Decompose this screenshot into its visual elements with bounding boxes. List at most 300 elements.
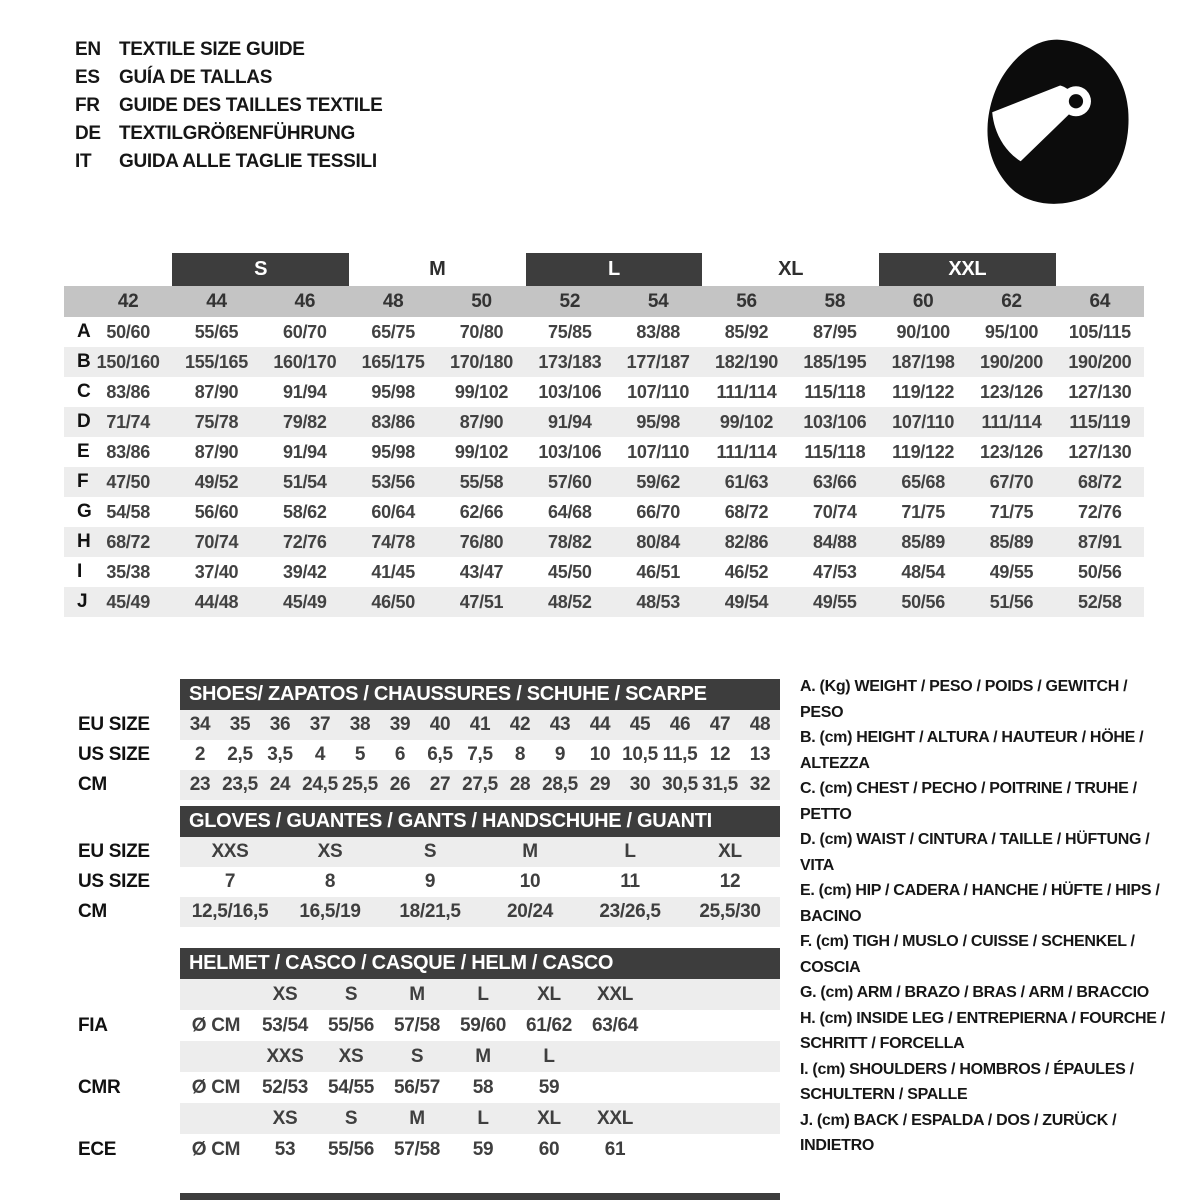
helmet-size-cell: S	[410, 1045, 424, 1067]
size-cell: 111/114	[716, 442, 777, 462]
size-cell: 111/114	[981, 412, 1042, 432]
size-cell: 50/56	[1078, 562, 1122, 582]
size-cell: 45/49	[106, 592, 150, 612]
shoes-cell: 45	[629, 714, 651, 735]
size-cell: 68/72	[106, 532, 150, 552]
size-cell: 119/122	[892, 442, 955, 462]
helmet-size-cell: M	[409, 983, 425, 1005]
numeric-size-44: 44	[206, 291, 227, 312]
shoes-section-header: SHOES/ ZAPATOS / CHAUSSURES / SCHUHE / SCARPE	[180, 679, 780, 710]
helmet-size-cell: XS	[338, 1045, 364, 1067]
legend-item: H. (cm) INSIDE LEG / ENTREPIERNA / FOURCHE / SCHRITT / FORCELLA	[800, 1009, 1165, 1052]
size-row-d	[64, 407, 1144, 437]
shoes-row-label: EU SIZE	[78, 714, 150, 735]
gloves-cell: 16,5/19	[299, 901, 361, 922]
gloves-row	[180, 867, 780, 897]
gloves-cell: 20/24	[506, 901, 554, 922]
gloves-cell: XXS	[211, 841, 249, 862]
size-cell: 80/84	[636, 532, 680, 552]
helmet-unit-cell: Ø CM	[191, 1076, 241, 1098]
numeric-size-58: 58	[824, 291, 846, 312]
helmet-value-cell: 60	[538, 1138, 560, 1160]
row-values	[84, 347, 1144, 377]
shoes-cell: 8	[514, 744, 526, 765]
measurement-legend	[800, 674, 1168, 1159]
size-cell: 150/160	[96, 352, 160, 372]
shoes-cell: 3,5	[267, 744, 293, 765]
shoes-cell: 31,5	[702, 774, 738, 795]
size-cell: 52/58	[1078, 592, 1122, 612]
numeric-size-46: 46	[294, 291, 316, 312]
gloves-cell: 7	[224, 871, 236, 892]
size-cell: 45/49	[283, 592, 327, 612]
legend-item: C. (cm) CHEST / PECHO / POITRINE / TRUHE / PETTO	[800, 780, 1137, 823]
gloves-cell: 25,5/30	[699, 901, 761, 922]
helmet-value-cell: 59/60	[459, 1014, 507, 1036]
letter-size-l: L	[526, 253, 703, 286]
size-cell: 82/86	[724, 532, 769, 552]
shoes-cell: 25,5	[342, 774, 378, 795]
size-row-i	[64, 557, 1144, 587]
letter-size-xxl: XXL	[879, 253, 1056, 286]
shoes-row-label: CM	[78, 774, 107, 795]
size-cell: 95/98	[371, 442, 415, 462]
shoes-cell: 28	[509, 774, 531, 795]
shoes-cell: 26	[389, 774, 411, 795]
size-cell: 59/62	[636, 472, 680, 492]
shoes-cell: 6	[394, 744, 406, 765]
shoes-row-grid	[180, 740, 780, 770]
size-cell: 65/75	[371, 322, 415, 342]
legend-item: A. (Kg) WEIGHT / PESO / POIDS / GEWITCH / PESO	[800, 678, 1128, 721]
shoes-cell: 10	[589, 744, 611, 765]
shoes-cell: 32	[749, 774, 771, 795]
size-cell: 95/98	[371, 382, 415, 402]
helmet-value-cell: 53/54	[261, 1014, 309, 1036]
numeric-size-48: 48	[382, 291, 404, 312]
shoes-cell: 24	[269, 774, 291, 795]
size-cell: 127/130	[1068, 382, 1132, 402]
size-cell: 190/200	[980, 352, 1043, 372]
size-cell: 170/180	[450, 352, 513, 372]
size-row-b	[64, 347, 1144, 377]
size-cell: 62/66	[459, 502, 504, 522]
gloves-row-label: CM	[78, 901, 107, 922]
helmet-label-spacer	[78, 1103, 178, 1134]
legend-item: F. (cm) TIGH / MUSLO / CUISSE / SCHENKEL / COSCIA	[800, 933, 1135, 976]
row-letter: I	[77, 561, 82, 582]
helmet-size-cell: XXL	[596, 983, 634, 1005]
size-cell: 44/48	[194, 592, 239, 612]
size-cell: 37/40	[194, 562, 239, 582]
row-letter: D	[77, 411, 91, 432]
size-cell: 75/78	[194, 412, 239, 432]
size-cell: 78/82	[548, 532, 592, 552]
shoes-cell: 11,5	[662, 744, 698, 765]
size-cell: 91/94	[283, 382, 327, 402]
size-cell: 68/72	[724, 502, 769, 522]
language-row	[75, 120, 382, 148]
shoes-table	[180, 710, 780, 800]
size-cell: 103/106	[538, 382, 602, 402]
size-cell: 49/55	[989, 562, 1034, 582]
helmet-size-cell: S	[344, 983, 358, 1005]
shoes-cell: 2,5	[227, 744, 253, 765]
shoes-cell: 44	[589, 714, 611, 735]
language-code: FR	[75, 95, 100, 116]
row-values	[84, 317, 1144, 347]
gloves-cell: XS	[317, 841, 343, 862]
language-titles	[75, 36, 382, 176]
row-letter: A	[77, 321, 91, 342]
size-cell: 48/54	[901, 562, 945, 582]
letter-size-s: S	[172, 253, 349, 286]
gloves-cell: 8	[324, 871, 336, 892]
size-cell: 115/118	[804, 442, 866, 462]
helmet-values-grid	[180, 1134, 780, 1165]
size-cell: 187/198	[891, 352, 955, 372]
helmet-value-cell: 59	[538, 1076, 560, 1098]
size-row-g	[64, 497, 1144, 527]
shoes-row-label: US SIZE	[78, 744, 150, 765]
helmet-value-cell: 61	[604, 1138, 626, 1160]
size-cell: 173/183	[538, 352, 602, 372]
numeric-size-42: 42	[117, 291, 139, 312]
gloves-cell: 18/21,5	[399, 901, 461, 922]
language-row	[75, 64, 382, 92]
size-cell: 190/200	[1068, 352, 1132, 372]
size-cell: 66/70	[636, 502, 680, 522]
helmet-value-cell: 56/57	[393, 1076, 441, 1098]
helmet-unit-cell: Ø CM	[191, 1014, 241, 1036]
helmet-size-cell: XXS	[266, 1045, 304, 1067]
helmet-label-spacer	[78, 979, 178, 1010]
legend-item: G. (cm) ARM / BRAZO / BRAS / ARM / BRACCIO	[800, 984, 1149, 1001]
legend-item: E. (cm) HIP / CADERA / HANCHE / HÜFTE / HIPS / BACINO	[800, 882, 1160, 925]
size-cell: 155/165	[185, 352, 248, 372]
size-cell: 51/56	[989, 592, 1034, 612]
size-cell: 107/110	[627, 382, 690, 402]
shoes-cell: 23	[189, 774, 211, 795]
size-cell: 72/76	[283, 532, 327, 552]
gloves-cell: 9	[424, 871, 436, 892]
helmet-size-cell: XS	[272, 1107, 298, 1129]
shoes-cell: 27	[429, 774, 451, 795]
shoes-cell: 13	[749, 744, 771, 765]
shoes-cell: 30,5	[662, 774, 698, 795]
size-cell: 65/68	[901, 472, 945, 492]
gloves-cell: 12	[719, 871, 741, 892]
numeric-size-56: 56	[736, 291, 757, 312]
helmet-value-cell: 52/53	[261, 1076, 309, 1098]
size-cell: 83/86	[371, 412, 415, 432]
helmet-sizes-grid	[180, 979, 780, 1010]
letter-size-m: M	[429, 258, 446, 280]
size-cell: 95/98	[636, 412, 680, 432]
shoes-cell: 41	[469, 714, 491, 735]
shoes-cell: 7,5	[467, 744, 493, 765]
row-values	[84, 557, 1144, 587]
size-cell: 79/82	[283, 412, 327, 432]
row-letter: G	[77, 501, 92, 522]
size-cell: 84/88	[813, 532, 857, 552]
numeric-size-50: 50	[471, 291, 492, 312]
shoes-cell: 28,5	[542, 774, 578, 795]
helmet-sizes-row	[180, 1103, 780, 1134]
size-cell: 115/118	[804, 382, 866, 402]
size-cell: 45/50	[548, 562, 592, 582]
helmet-value-cell: 54/55	[327, 1076, 375, 1098]
numeric-size-62: 62	[1001, 291, 1022, 312]
size-cell: 49/54	[724, 592, 769, 612]
helmet-value-cell: 63/64	[591, 1014, 639, 1036]
language-title: GUÍA DE TALLAS	[119, 67, 273, 88]
helmet-standard-label: CMR	[78, 1077, 121, 1098]
shoes-cell: 30	[629, 774, 651, 795]
gloves-cell: 12,5/16,5	[191, 901, 269, 922]
helmet-values-grid	[180, 1072, 780, 1103]
size-cell: 49/55	[813, 592, 857, 612]
shoes-cell: 9	[554, 744, 566, 765]
helmet-sizes-row	[180, 1041, 780, 1072]
size-row-f	[64, 467, 1144, 497]
row-letter: J	[77, 591, 88, 612]
helmet-values-row	[180, 1072, 780, 1103]
language-title: TEXTILGRÖßENFÜHRUNG	[119, 123, 356, 144]
numeric-size-52: 52	[559, 291, 581, 312]
size-cell: 70/80	[459, 322, 504, 342]
size-cell: 39/42	[283, 562, 327, 582]
shoes-cell: 48	[749, 714, 771, 735]
shoes-cell: 10,5	[622, 744, 658, 765]
helmet-values-row	[180, 1134, 780, 1165]
size-cell: 55/58	[459, 472, 504, 492]
size-cell: 47/53	[813, 562, 857, 582]
shoes-cell: 29	[589, 774, 611, 795]
gloves-row-grid	[180, 897, 780, 927]
size-cell: 90/100	[896, 322, 950, 342]
size-cell: 87/90	[194, 382, 239, 402]
helmet-size-cell: M	[475, 1045, 491, 1067]
gloves-cell: M	[522, 841, 538, 862]
gloves-cell: 11	[620, 871, 640, 892]
helmet-size-cell: XS	[272, 983, 298, 1005]
size-cell: 107/110	[627, 442, 690, 462]
size-cell: 71/75	[989, 502, 1034, 522]
shoes-cell: 34	[189, 714, 211, 735]
size-cell: 95/100	[984, 322, 1039, 342]
helmet-section-header: HELMET / CASCO / CASQUE / HELM / CASCO	[180, 948, 780, 979]
size-cell: 35/38	[106, 562, 150, 582]
size-cell: 46/50	[371, 592, 415, 612]
size-cell: 182/190	[715, 352, 778, 372]
language-code: DE	[75, 123, 101, 144]
helmet-unit-cell: Ø CM	[191, 1138, 241, 1160]
size-cell: 43/47	[459, 562, 504, 582]
language-title: GUIDE DES TAILLES TEXTILE	[119, 95, 383, 116]
language-title: GUIDA ALLE TAGLIE TESSILI	[119, 151, 377, 172]
letter-size-xl: XL	[778, 258, 804, 280]
shoes-cell: 23,5	[222, 774, 258, 795]
helmet-table	[180, 979, 780, 1165]
shoes-cell: 5	[354, 744, 366, 765]
size-row-e	[64, 437, 1144, 467]
size-cell: 70/74	[194, 532, 239, 552]
size-cell: 103/106	[538, 442, 602, 462]
helmet-icon	[978, 36, 1136, 206]
size-cell: 63/66	[813, 472, 857, 492]
size-row-a	[64, 317, 1144, 347]
size-cell: 185/195	[803, 352, 867, 372]
helmet-value-cell: 57/58	[393, 1014, 441, 1036]
size-cell: 105/115	[1068, 322, 1131, 342]
size-cell: 91/94	[283, 442, 327, 462]
language-code: ES	[75, 67, 100, 88]
size-cell: 83/86	[106, 442, 150, 462]
shoes-cell: 39	[389, 714, 411, 735]
shoes-cell: 36	[269, 714, 291, 735]
size-cell: 57/60	[548, 472, 592, 492]
helmet-sizes-grid	[180, 1041, 780, 1072]
size-cell: 107/110	[892, 412, 955, 432]
helmet-value-cell: 55/56	[327, 1014, 375, 1036]
size-cell: 41/45	[371, 562, 415, 582]
row-letter: F	[77, 471, 89, 492]
helmet-size-cell: L	[543, 1045, 555, 1067]
gloves-row-grid	[180, 867, 780, 897]
helmet-size-cell: L	[477, 983, 489, 1005]
shoes-cell: 27,5	[462, 774, 498, 795]
shoes-row	[180, 770, 780, 800]
shoes-cell: 37	[309, 714, 331, 735]
legend-item: J. (cm) BACK / ESPALDA / DOS / ZURÜCK / INDIETRO	[800, 1111, 1117, 1154]
helmet-size-cell: XL	[537, 983, 561, 1005]
gloves-table	[180, 837, 780, 927]
row-values	[84, 437, 1144, 467]
legend-item: B. (cm) HEIGHT / ALTURA / HAUTEUR / HÖHE / ALTEZZA	[800, 729, 1144, 772]
size-cell: 87/90	[194, 442, 239, 462]
size-row-h	[64, 527, 1144, 557]
row-letter: E	[77, 441, 90, 462]
shoes-cell: 47	[709, 714, 731, 735]
size-cell: 46/51	[636, 562, 680, 582]
size-cell: 71/74	[106, 412, 150, 432]
shoes-cell: 24,5	[302, 774, 338, 795]
size-cell: 53/56	[371, 472, 415, 492]
shoes-cell: 42	[509, 714, 531, 735]
size-cell: 48/52	[548, 592, 592, 612]
size-cell: 99/102	[454, 442, 509, 462]
size-cell: 87/95	[813, 322, 857, 342]
row-values	[84, 497, 1144, 527]
row-values	[84, 377, 1144, 407]
shoes-cell: 6,5	[427, 744, 453, 765]
size-cell: 56/60	[194, 502, 239, 522]
numeric-size-60: 60	[912, 291, 934, 312]
legend-item: D. (cm) WAIST / CINTURA / TAILLE / HÜFTUNG / VITA	[800, 831, 1150, 874]
helmet-size-cell: XXL	[596, 1107, 634, 1129]
size-cell: 99/102	[454, 382, 509, 402]
helmet-size-cell: M	[409, 1107, 425, 1129]
language-row	[75, 36, 382, 64]
size-cell: 61/63	[724, 472, 769, 492]
language-code: EN	[75, 39, 101, 60]
size-cell: 91/94	[548, 412, 592, 432]
helmet-value-cell: 59	[472, 1138, 494, 1160]
size-cell: 51/54	[283, 472, 327, 492]
helmet-values-grid	[180, 1010, 780, 1041]
helmet-value-cell: 58	[472, 1076, 494, 1098]
size-cell: 74/78	[371, 532, 415, 552]
size-cell: 165/175	[361, 352, 425, 372]
size-cell: 55/65	[194, 322, 239, 342]
size-cell: 71/75	[901, 502, 945, 522]
shoes-row	[180, 710, 780, 740]
gloves-row-labels	[78, 837, 178, 927]
shoes-cell: 12	[709, 744, 731, 765]
shoes-row-labels	[78, 710, 178, 800]
language-title: TEXTILE SIZE GUIDE	[119, 39, 305, 60]
gloves-row-label: EU SIZE	[78, 841, 150, 862]
size-cell: 177/187	[626, 352, 690, 372]
size-cell: 127/130	[1068, 442, 1132, 462]
row-letter: H	[77, 531, 91, 552]
helmet-size-cell: S	[344, 1107, 358, 1129]
helmet-value-cell: 61/62	[525, 1014, 573, 1036]
size-cell: 75/85	[548, 322, 592, 342]
size-cell: 99/102	[719, 412, 774, 432]
size-cell: 123/126	[980, 382, 1043, 402]
shoes-row	[180, 740, 780, 770]
gloves-row	[180, 897, 780, 927]
size-cell: 115/119	[1069, 412, 1131, 432]
helmet-sizes-row	[180, 979, 780, 1010]
size-cell: 54/58	[106, 502, 150, 522]
helmet-size-cell: XL	[537, 1107, 561, 1129]
size-row-j	[64, 587, 1144, 617]
helmet-size-cell: L	[477, 1107, 489, 1129]
size-cell: 123/126	[980, 442, 1043, 462]
size-cell: 85/89	[989, 532, 1034, 552]
size-cell: 64/68	[548, 502, 592, 522]
language-row	[75, 148, 382, 176]
gloves-cell: 23/26,5	[599, 901, 661, 922]
legend-item: I. (cm) SHOULDERS / HOMBROS / ÉPAULES / SCHULTERN / SPALLE	[800, 1060, 1134, 1103]
shoes-row-grid	[180, 770, 780, 800]
numeric-size-54: 54	[647, 291, 669, 312]
shoes-cell: 40	[429, 714, 451, 735]
numeric-size-64: 64	[1089, 291, 1111, 312]
size-cell: 48/53	[636, 592, 680, 612]
cutoff-section-bar	[180, 1193, 780, 1200]
size-cell: 49/52	[194, 472, 239, 492]
size-cell: 46/52	[724, 562, 769, 582]
size-cell: 119/122	[892, 382, 955, 402]
shoes-cell: 43	[549, 714, 571, 735]
size-cell: 160/170	[273, 352, 337, 372]
size-cell: 72/76	[1078, 502, 1122, 522]
gloves-section-header: GLOVES / GUANTES / GANTS / HANDSCHUHE / GUANTI	[180, 806, 780, 837]
row-values	[84, 587, 1144, 617]
gloves-row-label: US SIZE	[78, 871, 150, 892]
size-cell: 67/70	[989, 472, 1034, 492]
row-values	[84, 407, 1144, 437]
size-cell: 70/74	[813, 502, 857, 522]
language-row	[75, 92, 382, 120]
gloves-row	[180, 837, 780, 867]
size-cell: 87/90	[459, 412, 504, 432]
numeric-size-header-row	[64, 286, 1144, 317]
